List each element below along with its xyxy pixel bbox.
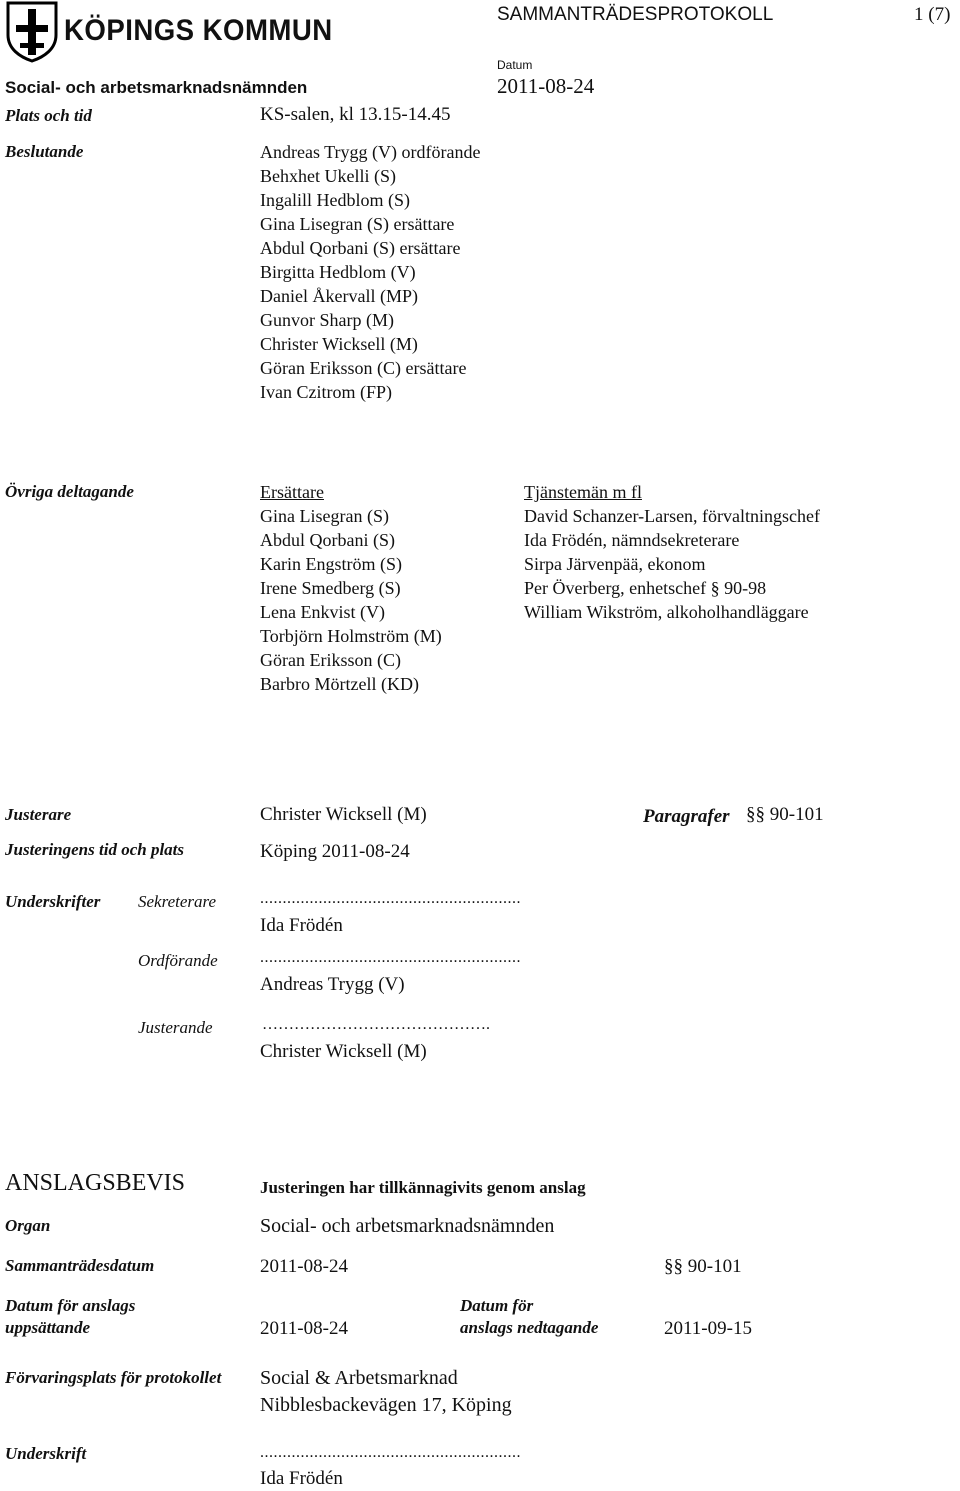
signature-role: Justerande <box>138 1018 213 1037</box>
list-item: Gina Lisegran (S) <box>260 506 389 526</box>
notice-paragraphs: §§ 90-101 <box>664 1256 742 1277</box>
storage-line-1: Social & Arbetsmarknad <box>260 1367 458 1389</box>
signature-line: .......................................................... <box>260 890 521 907</box>
storage-line-2: Nibblesbackevägen 17, Köping <box>260 1394 512 1416</box>
list-item: Behxhet Ukelli (S) <box>260 166 396 186</box>
notice-organ-value: Social- och arbetsmarknadsnämnden <box>260 1215 555 1237</box>
list-item: Gina Lisegran (S) ersättare <box>260 214 455 234</box>
list-item: Karin Engström (S) <box>260 554 402 574</box>
removal-date-label-2: anslags nedtagande <box>460 1318 599 1337</box>
posting-date-label-2: uppsättande <box>5 1318 91 1337</box>
list-item: Göran Eriksson (C) <box>260 650 401 670</box>
list-item: Per Överberg, enhetschef § 90-98 <box>524 578 767 598</box>
paragraphs-value: §§ 90-101 <box>746 804 824 825</box>
signature-name: Andreas Trygg (V) <box>260 974 405 995</box>
others-label: Övriga deltagande <box>5 482 134 501</box>
notice-signature-name: Ida Frödén <box>260 1468 343 1489</box>
list-item: Abdul Qorbani (S) ersättare <box>260 238 461 258</box>
officials-heading: Tjänstemän m fl <box>524 482 642 502</box>
substitutes-list <box>260 480 442 696</box>
list-item: Barbro Mörtzell (KD) <box>260 674 419 694</box>
place-label: Plats och tid <box>5 106 92 125</box>
list-item: Ingalill Hedblom (S) <box>260 190 410 210</box>
place-value: KS-salen, kl 13.15-14.45 <box>260 104 451 125</box>
organ-name: Social- och arbetsmarknadsnämnden <box>5 78 308 97</box>
list-item: Ida Frödén, nämndsekreterare <box>524 530 740 550</box>
notice-signature-line: .......................................................... <box>260 1444 521 1461</box>
signature-name: Ida Frödén <box>260 915 343 936</box>
meeting-date-value: 2011-08-24 <box>260 1256 348 1277</box>
meeting-date: 2011-08-24 <box>497 74 595 98</box>
paragraphs-label: Paragrafer <box>643 806 730 827</box>
adjuster-value: Christer Wicksell (M) <box>260 804 427 825</box>
signatures-label: Underskrifter <box>5 892 101 911</box>
adjustment-time-place-value: Köping 2011-08-24 <box>260 841 410 862</box>
list-item: Irene Smedberg (S) <box>260 578 401 598</box>
page-number: 1 (7) <box>914 4 951 25</box>
list-item: Lena Enkvist (V) <box>260 602 385 622</box>
posting-date-label-1: Datum för anslags <box>5 1296 136 1315</box>
list-item: Göran Eriksson (C) ersättare <box>260 358 467 378</box>
storage-label: Förvaringsplats för protokollet <box>5 1368 222 1387</box>
notice-title: ANSLAGSBEVIS <box>5 1170 186 1196</box>
notice-signature-label: Underskrift <box>5 1444 87 1463</box>
notice-subtitle: Justeringen har tillkännagivits genom anslag <box>260 1178 586 1197</box>
signature-role: Ordförande <box>138 951 218 970</box>
list-item: David Schanzer-Larsen, förvaltningschef <box>524 506 821 526</box>
date-label: Datum <box>497 58 533 72</box>
meeting-date-label: Sammanträdesdatum <box>5 1256 155 1275</box>
logo-text: KÖPINGS KOMMUN <box>64 14 333 47</box>
notice-organ-label: Organ <box>5 1216 51 1235</box>
officials-list <box>524 480 820 624</box>
municipality-logo <box>2 0 338 64</box>
signature-line: ……………………………………. <box>262 1016 490 1033</box>
signature-role: Sekreterare <box>138 892 217 911</box>
list-item: Ivan Czitrom (FP) <box>260 382 392 402</box>
removal-date-value: 2011-09-15 <box>664 1318 752 1339</box>
coat-of-arms-icon <box>6 1 58 63</box>
substitutes-heading: Ersättare <box>260 482 324 502</box>
removal-date-label-1: Datum för <box>460 1296 534 1315</box>
list-item: William Wikström, alkoholhandläggare <box>524 602 809 622</box>
deciding-list <box>260 140 480 404</box>
list-item: Torbjörn Holmström (M) <box>260 626 442 646</box>
signature-name: Christer Wicksell (M) <box>260 1041 427 1062</box>
list-item: Birgitta Hedblom (V) <box>260 262 416 282</box>
deciding-label: Beslutande <box>5 142 84 161</box>
posting-date-value: 2011-08-24 <box>260 1318 348 1339</box>
signature-line: .......................................................... <box>260 949 521 966</box>
list-item: Christer Wicksell (M) <box>260 334 418 354</box>
document-type: SAMMANTRÄDESPROTOKOLL <box>497 4 774 25</box>
list-item: Sirpa Järvenpää, ekonom <box>524 554 706 574</box>
list-item: Daniel Åkervall (MP) <box>260 286 418 306</box>
adjustment-time-place-label: Justeringens tid och plats <box>5 840 185 859</box>
list-item: Abdul Qorbani (S) <box>260 530 395 550</box>
list-item: Gunvor Sharp (M) <box>260 310 394 330</box>
list-item: Andreas Trygg (V) ordförande <box>260 142 481 162</box>
adjuster-label: Justerare <box>5 805 72 824</box>
